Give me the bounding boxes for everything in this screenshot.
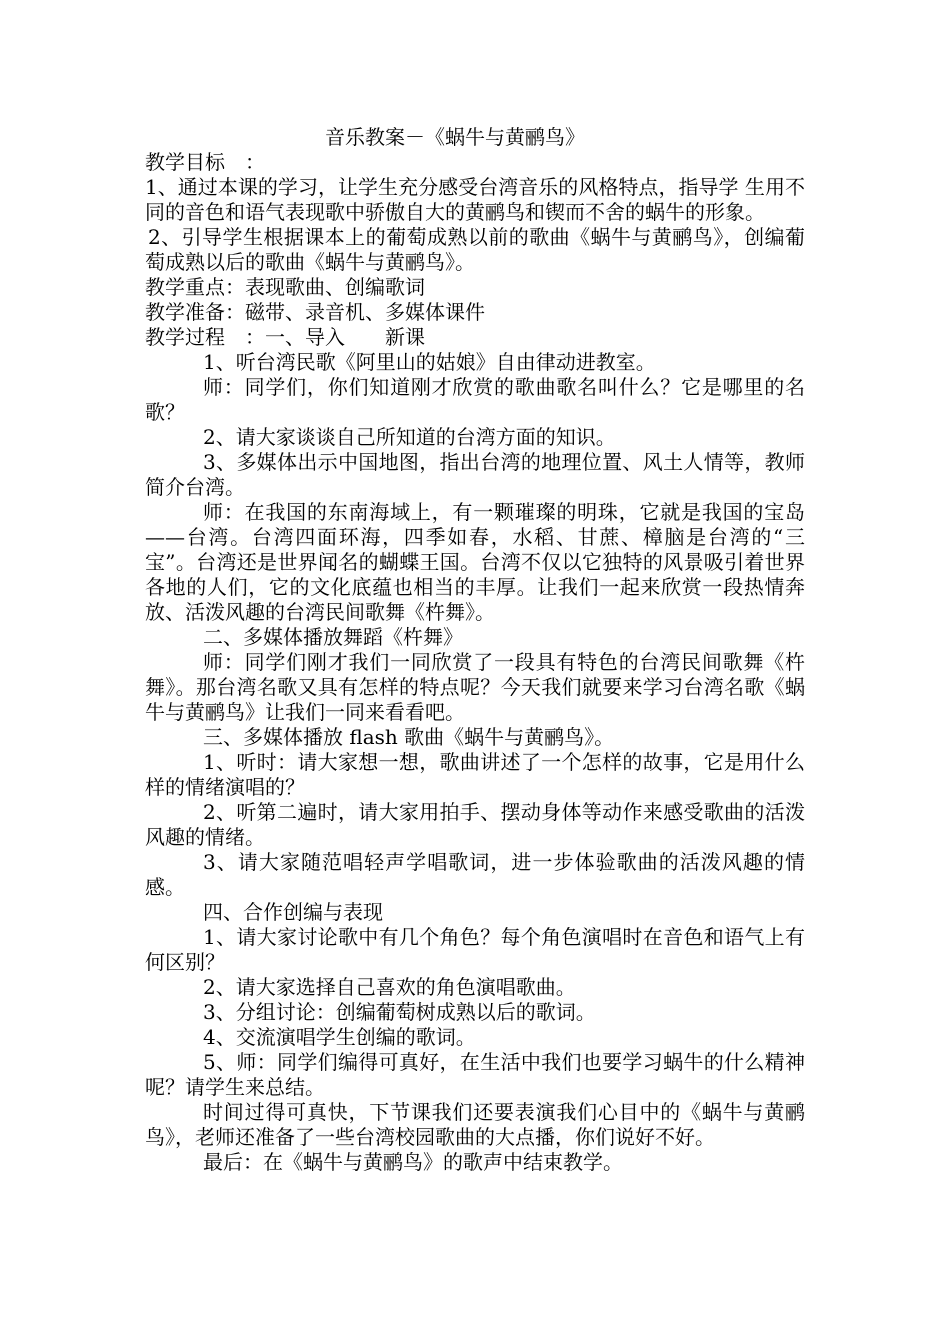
paragraph-objective-1: 1、通过本课的学习，让学生充分感受台湾音乐的风格特点，指导学 生用不同的音色和语气表现歌中骄傲自大的黄鹂鸟和锲而不舍的蜗牛的形象。 (145, 175, 805, 224)
paragraph-taiwan-intro: 师：在我国的东南海域上，有一颗璀璨的明珠，它就是我国的宝岛——台湾。台湾四面环海，四季如春，水稻、甘蔗、樟脑是台湾的“三宝”。台湾还是世界闻名的蝴蝶王国。台湾不仅以它独特的风景吸引着世界各地的人们，它的文化底蕴也相当的丰厚。让我们一起来欣赏一段热情奔放、活泼风趣的台湾民间歌舞《杵舞》。 (145, 500, 805, 624)
paragraph-preparation: 教学准备：磁带、录音机、多媒体课件 (145, 300, 485, 324)
paragraph-create-5: 5、师：同学们编得可真好，在生活中我们也要学习蜗牛的什么精神呢？请学生来总结。 (145, 1050, 805, 1099)
paragraph-key-points: 教学重点：表现歌曲、创编歌词 (145, 275, 425, 299)
section-heading-objectives: 教学目标 ： (145, 150, 265, 174)
paragraph-section-2: 二、多媒体播放舞蹈《杵舞》 (203, 625, 463, 649)
paragraph-teacher-dance: 师：同学们刚才我们一同欣赏了一段具有特色的台湾民间歌舞《杵舞》。那台湾名歌又具有怎样的特点呢？今天我们就要来学习台湾名歌《蜗牛与黄鹂鸟》让我们一同来看看吧。 (145, 650, 805, 724)
paragraph-listen-1: 1、听时：请大家想一想，歌曲讲述了一个怎样的故事，它是用什么样的情绪演唱的？ (145, 750, 805, 799)
paragraph-step-1: 1、听台湾民歌《阿里山的姑娘》自由律动进教室。 (203, 350, 656, 374)
paragraph-step-2: 2、请大家谈谈自己所知道的台湾方面的知识。 (203, 425, 616, 449)
paragraph-step-3: 3、多媒体出示中国地图，指出台湾的地理位置、风土人情等，教师简介台湾。 (145, 450, 805, 499)
paragraph-closing-1: 时间过得可真快，下节课我们还要表演我们心目中的《蜗牛与黄鹂鸟》，老师还准备了一些台湾校园歌曲的大点播，你们说好不好。 (145, 1100, 805, 1149)
paragraph-create-3: 3、分组讨论：创编葡萄树成熟以后的歌词。 (203, 1000, 596, 1024)
paragraph-closing-2: 最后：在《蜗牛与黄鹂鸟》的歌声中结束教学。 (203, 1150, 623, 1174)
paragraph-objective-2: 2、引导学生根据课本上的葡萄成熟以前的歌曲《蜗牛与黄鹂鸟》，创编葡萄成熟以后的歌曲《蜗牛与黄鹂鸟》。 (145, 225, 805, 274)
paragraph-create-2: 2、请大家选择自己喜欢的角色演唱歌曲。 (203, 975, 576, 999)
paragraph-create-1: 1、请大家讨论歌中有几个角色？每个角色演唱时在音色和语气上有何区别？ (145, 925, 805, 974)
document-page (145, 125, 805, 1175)
paragraph-section-4: 四、合作创编与表现 (203, 900, 383, 924)
paragraph-create-4: 4、交流演唱学生创编的歌词。 (203, 1025, 476, 1049)
paragraph-listen-3: 3、请大家随范唱轻声学唱歌词，进一步体验歌曲的活泼风趣的情感。 (145, 850, 805, 899)
paragraph-section-3: 三、多媒体播放 flash 歌曲《蜗牛与黄鹂鸟》。 (203, 725, 615, 749)
document-title: 音乐教案－《蜗牛与黄鹂鸟》 (325, 125, 585, 149)
paragraph-listen-2: 2、听第二遍时，请大家用拍手、摆动身体等动作来感受歌曲的活泼风趣的情绪。 (145, 800, 805, 849)
paragraph-process-heading: 教学过程 ：一、导入 新课 (145, 325, 425, 349)
paragraph-teacher-question: 师：同学们，你们知道刚才欣赏的歌曲歌名叫什么？它是哪里的名歌？ (145, 375, 805, 424)
